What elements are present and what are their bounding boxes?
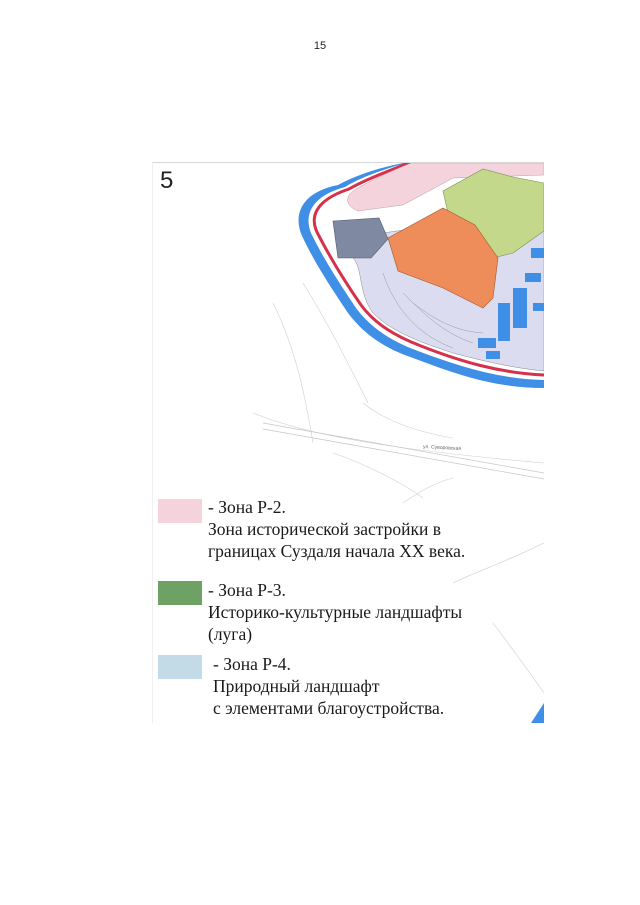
road [263,423,544,479]
river-corner [531,703,544,723]
street-label: ул. Суворовская [422,444,462,452]
legend-p2-line1: Зона исторической застройки в [208,519,441,539]
legend-p4-code: - Зона Р-4. [213,654,291,674]
map-panel [152,162,544,723]
swatch-p2 [158,499,202,523]
swatch-p4 [158,655,202,679]
page-number: 15 [313,40,327,52]
legend-p4-line2: с элементами благоустройства. [213,698,445,718]
map-section-number: 5 [160,167,174,194]
legend-p2-line2: границах Суздаля начала XX века. [208,541,466,561]
legend-p2-code: - Зона Р-2. [208,497,286,517]
legend-p3-code: - Зона Р-3. [208,580,286,600]
legend-p3-line2: (луга) [208,624,253,644]
swatch-p3 [158,581,202,605]
legend-p4-line1: Природный ландшафт [213,676,380,696]
legend-p3-line1: Историко-культурные ландшафты [208,602,463,622]
